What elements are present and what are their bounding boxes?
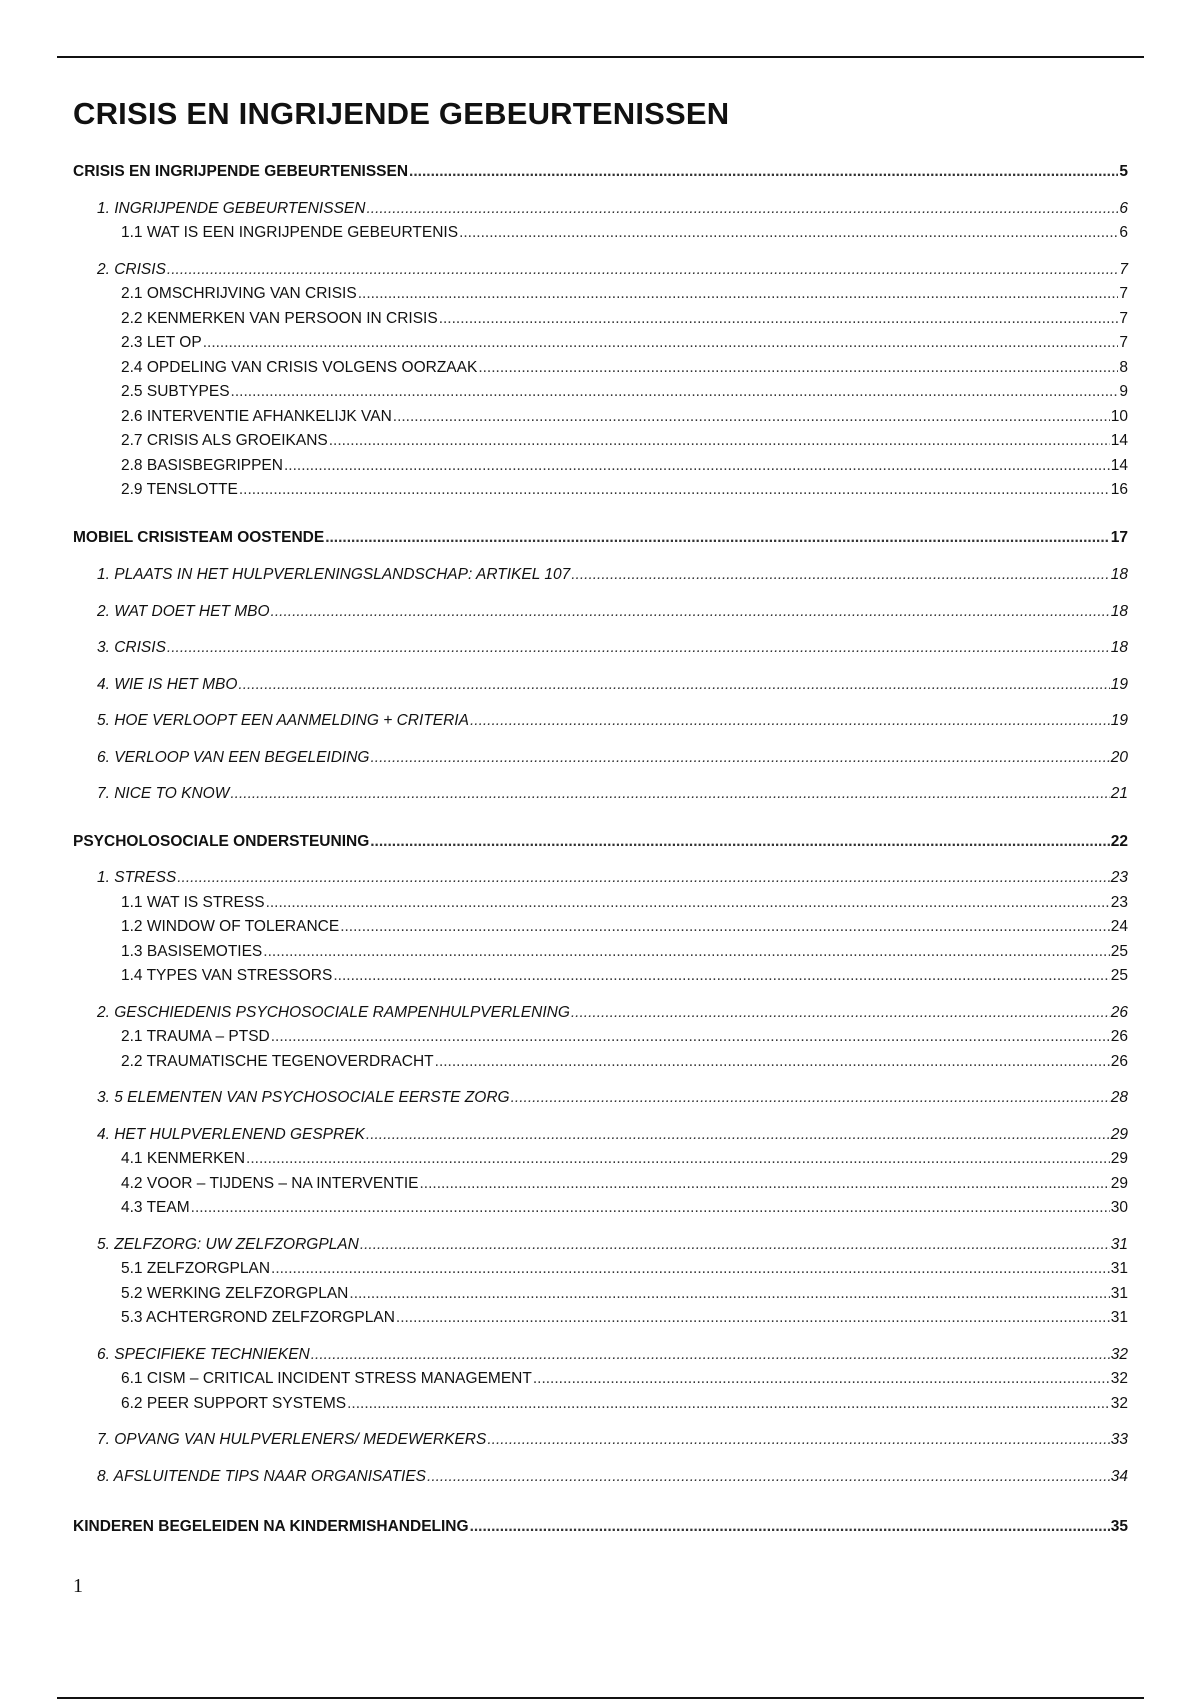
toc-subsection[interactable]: [73, 1306, 1128, 1331]
toc-chapter[interactable]: [73, 709, 1128, 734]
toc-entry-page: 32: [1110, 1394, 1128, 1412]
top-rule: [57, 56, 1144, 58]
toc-entry-label: 2.7 CRISIS ALS GROEIKANS: [121, 432, 328, 449]
toc-entry-page: 31: [1110, 1309, 1128, 1326]
toc-subsection[interactable]: [73, 891, 1128, 916]
toc-dot-leader: [238, 673, 1109, 698]
toc-entry-label: 6.1 CISM – CRITICAL INCIDENT STRESS MANAGEMENT: [121, 1370, 532, 1387]
toc-entry-page: 16: [1110, 481, 1128, 498]
toc-subsection[interactable]: [73, 940, 1128, 965]
toc-dot-leader: [487, 1428, 1109, 1453]
toc-dot-leader: [230, 782, 1109, 807]
toc-entry-page: 10: [1110, 407, 1128, 425]
toc-entry-label: 5. HOE VERLOOPT EEN AANMELDING + CRITERIA: [97, 712, 469, 729]
toc-dot-leader: [246, 1147, 1110, 1172]
toc-subsection[interactable]: [73, 282, 1128, 307]
toc-entry-label: 7. OPVANG VAN HULPVERLENERS/ MEDEWERKERS: [97, 1431, 487, 1448]
toc-entry-label: 1. INGRIJPENDE GEBEURTENISSEN: [97, 199, 366, 217]
toc-entry-label: 1.4 TYPES VAN STRESSORS: [121, 967, 333, 984]
toc-entry-page: 22: [1110, 832, 1128, 850]
toc-entry-page: 6: [1119, 224, 1128, 241]
page-number: 1: [73, 1575, 83, 1597]
toc-entry-label: 2.6 INTERVENTIE AFHANKELIJK VAN: [121, 407, 392, 425]
toc-dot-leader: [191, 1196, 1110, 1221]
toc-entry-label: 4.3 TEAM: [121, 1199, 190, 1216]
toc-dot-leader: [167, 258, 1118, 283]
toc-entry-page: 34: [1110, 1467, 1128, 1485]
toc-chapter[interactable]: [73, 197, 1128, 222]
toc-chapter[interactable]: [73, 600, 1128, 625]
toc-dot-leader: [239, 478, 1110, 503]
toc-entry-label: MOBIEL CRISISTEAM OOSTENDE: [73, 528, 325, 546]
toc-subsection[interactable]: [73, 1147, 1128, 1172]
toc-entry-label: CRISIS EN INGRIJPENDE GEBEURTENISSEN: [73, 163, 409, 180]
toc-entry-label: 4. HET HULPVERLENEND GESPREK: [97, 1125, 365, 1143]
toc-entry-label: 3. CRISIS: [97, 639, 166, 656]
toc-entry-label: 2.8 BASISBEGRIPPEN: [121, 456, 283, 474]
toc-subsection[interactable]: [73, 1172, 1128, 1197]
toc-dot-leader: [571, 1001, 1110, 1026]
toc-entry-label: KINDEREN BEGELEIDEN NA KINDERMISHANDELING: [73, 1518, 469, 1535]
toc-dot-leader: [371, 746, 1110, 771]
toc-dot-leader: [271, 1257, 1110, 1282]
toc-entry-label: PSYCHOLOSOCIALE ONDERSTEUNING: [73, 832, 370, 850]
toc-subsection[interactable]: [73, 307, 1128, 332]
toc-chapter[interactable]: [73, 563, 1128, 588]
toc-dot-leader: [271, 600, 1110, 625]
toc-entry-page: 32: [1110, 1370, 1128, 1387]
toc-entry-label: 2.1 OMSCHRIJVING VAN CRISIS: [121, 285, 357, 302]
toc-dot-leader: [284, 454, 1110, 479]
toc-subsection[interactable]: [73, 356, 1128, 381]
toc-entry-label: 3. 5 ELEMENTEN VAN PSYCHOSOCIALE EERSTE ZORG: [97, 1089, 510, 1106]
toc-heading[interactable]: [73, 830, 1128, 855]
toc-dot-leader: [459, 221, 1118, 246]
toc-entry-page: 20: [1110, 748, 1128, 766]
table-of-contents: [73, 160, 1128, 1540]
toc-entry-label: 2.1 TRAUMA – PTSD: [121, 1028, 270, 1045]
toc-entry-label: 2. CRISIS: [97, 260, 166, 278]
toc-entry-page: 23: [1110, 869, 1128, 886]
toc-subsection[interactable]: [73, 1050, 1128, 1075]
toc-entry-label: 2. GESCHIEDENIS PSYCHOSOCIALE RAMPENHULPVERLENING: [97, 1003, 570, 1021]
toc-chapter[interactable]: [73, 746, 1128, 771]
toc-subsection[interactable]: [73, 331, 1128, 356]
toc-entry-label: 1. PLAATS IN HET HULPVERLENINGSLANDSCHAP: ARTIKEL 107: [97, 566, 571, 583]
toc-dot-leader: [266, 891, 1110, 916]
toc-entry-label: 4. WIE IS HET MBO: [97, 675, 238, 693]
toc-subsection[interactable]: [73, 1282, 1128, 1307]
toc-entry-label: 2.9 TENSLOTTE: [121, 481, 238, 498]
toc-dot-leader: [325, 526, 1110, 551]
toc-dot-leader: [419, 1172, 1109, 1197]
toc-dot-leader: [177, 866, 1110, 891]
toc-dot-leader: [358, 282, 1119, 307]
toc-chapter[interactable]: [73, 636, 1128, 661]
toc-chapter[interactable]: [73, 258, 1128, 283]
toc-dot-leader: [435, 1050, 1110, 1075]
document-title: CRISIS EN INGRIJENDE GEBEURTENISSEN: [73, 96, 730, 131]
toc-subsection[interactable]: [73, 380, 1128, 405]
toc-dot-leader: [393, 405, 1110, 430]
toc-entry-label: 7. NICE TO KNOW: [97, 785, 230, 802]
toc-dot-leader: [333, 964, 1109, 989]
toc-entry-page: 18: [1110, 602, 1128, 620]
toc-dot-leader: [511, 1086, 1110, 1111]
toc-entry-page: 26: [1110, 1003, 1128, 1021]
toc-heading[interactable]: [73, 160, 1128, 185]
toc-entry-page: 8: [1119, 358, 1128, 376]
toc-chapter[interactable]: [73, 1233, 1128, 1258]
toc-subsection[interactable]: [73, 964, 1128, 989]
toc-entry-page: 25: [1110, 967, 1128, 984]
toc-entry-label: 2.5 SUBTYPES: [121, 383, 230, 400]
toc-subsection[interactable]: [73, 1257, 1128, 1282]
toc-dot-leader: [409, 160, 1118, 185]
toc-dot-leader: [231, 380, 1119, 405]
toc-dot-leader: [366, 197, 1118, 222]
toc-entry-page: 14: [1110, 432, 1128, 449]
toc-entry-label: 1.1 WAT IS EEN INGRIJPENDE GEBEURTENIS: [121, 224, 459, 241]
toc-subsection[interactable]: [73, 429, 1128, 454]
toc-subsection[interactable]: [73, 915, 1128, 940]
toc-subsection[interactable]: [73, 405, 1128, 430]
toc-entry-page: 31: [1110, 1260, 1128, 1277]
toc-entry-page: 23: [1110, 893, 1128, 911]
toc-entry-page: 29: [1110, 1174, 1128, 1192]
toc-entry-label: 2. WAT DOET HET MBO: [97, 602, 270, 620]
toc-entry-page: 32: [1110, 1345, 1128, 1363]
toc-subsection[interactable]: [73, 1196, 1128, 1221]
toc-entry-label: 1.1 WAT IS STRESS: [121, 893, 265, 911]
toc-dot-leader: [470, 1515, 1110, 1540]
toc-entry-page: 29: [1110, 1125, 1128, 1143]
toc-dot-leader: [533, 1367, 1110, 1392]
toc-entry-label: 5.3 ACHTERGROND ZELFZORGPLAN: [121, 1309, 395, 1326]
toc-chapter[interactable]: [73, 866, 1128, 891]
toc-subsection[interactable]: [73, 478, 1128, 503]
toc-dot-leader: [396, 1306, 1110, 1331]
toc-entry-page: 26: [1110, 1028, 1128, 1045]
toc-entry-page: 29: [1110, 1150, 1128, 1167]
toc-entry-label: 2.2 KENMERKEN VAN PERSOON IN CRISIS: [121, 309, 438, 327]
toc-entry-label: 1.3 BASISEMOTIES: [121, 942, 263, 960]
toc-dot-leader: [439, 307, 1119, 332]
toc-entry-label: 2.2 TRAUMATISCHE TEGENOVERDRACHT: [121, 1052, 434, 1070]
toc-chapter[interactable]: [73, 1001, 1128, 1026]
toc-chapter[interactable]: [73, 1465, 1128, 1490]
toc-entry-page: 19: [1110, 712, 1128, 729]
toc-entry-page: 18: [1110, 566, 1128, 583]
toc-entry-label: 1. STRESS: [97, 869, 177, 886]
toc-entry-label: 2.4 OPDELING VAN CRISIS VOLGENS OORZAAK: [121, 358, 478, 376]
toc-subsection[interactable]: [73, 1025, 1128, 1050]
toc-entry-page: 7: [1119, 260, 1128, 278]
toc-dot-leader: [263, 940, 1109, 965]
toc-subsection[interactable]: [73, 221, 1128, 246]
toc-chapter[interactable]: [73, 1086, 1128, 1111]
toc-dot-leader: [311, 1343, 1110, 1368]
toc-entry-label: 5.1 ZELFZORGPLAN: [121, 1260, 271, 1277]
toc-entry-page: 28: [1110, 1089, 1128, 1106]
toc-entry-page: 31: [1110, 1284, 1128, 1302]
toc-entry-page: 33: [1110, 1431, 1128, 1448]
toc-dot-leader: [366, 1123, 1110, 1148]
toc-dot-leader: [571, 563, 1110, 588]
toc-entry-label: 6. SPECIFIEKE TECHNIEKEN: [97, 1345, 310, 1363]
toc-dot-leader: [370, 830, 1110, 855]
toc-entry-page: 31: [1110, 1235, 1128, 1253]
toc-entry-label: 4.2 VOOR – TIJDENS – NA INTERVENTIE: [121, 1174, 419, 1192]
toc-entry-page: 7: [1119, 309, 1128, 327]
toc-heading[interactable]: [73, 526, 1128, 551]
toc-entry-page: 9: [1119, 383, 1128, 400]
toc-subsection[interactable]: [73, 454, 1128, 479]
toc-dot-leader: [349, 1282, 1109, 1307]
toc-entry-page: 24: [1110, 918, 1128, 935]
toc-subsection[interactable]: [73, 1367, 1128, 1392]
toc-chapter[interactable]: [73, 1428, 1128, 1453]
toc-chapter[interactable]: [73, 673, 1128, 698]
toc-chapter[interactable]: [73, 1123, 1128, 1148]
toc-dot-leader: [427, 1465, 1110, 1490]
toc-dot-leader: [478, 356, 1118, 381]
toc-entry-label: 4.1 KENMERKEN: [121, 1150, 246, 1167]
toc-dot-leader: [360, 1233, 1110, 1258]
toc-entry-label: 8. AFSLUITENDE TIPS NAAR ORGANISATIES: [97, 1467, 427, 1485]
toc-dot-leader: [329, 429, 1110, 454]
toc-entry-label: 2.3 LET OP: [121, 334, 202, 351]
toc-entry-page: 7: [1119, 285, 1128, 302]
toc-entry-page: 21: [1110, 785, 1128, 802]
toc-entry-page: 18: [1110, 639, 1128, 656]
toc-chapter[interactable]: [73, 782, 1128, 807]
toc-entry-page: 14: [1110, 456, 1128, 474]
bottom-rule: [57, 1697, 1144, 1699]
toc-chapter[interactable]: [73, 1343, 1128, 1368]
toc-dot-leader: [167, 636, 1110, 661]
toc-dot-leader: [340, 915, 1110, 940]
toc-heading[interactable]: [73, 1515, 1128, 1540]
toc-entry-label: 1.2 WINDOW OF TOLERANCE: [121, 918, 340, 935]
toc-entry-page: 19: [1110, 675, 1128, 693]
toc-entry-page: 5: [1119, 163, 1128, 180]
toc-entry-page: 35: [1110, 1518, 1128, 1535]
toc-entry-label: 5. ZELFZORG: UW ZELFZORGPLAN: [97, 1235, 359, 1253]
toc-entry-label: 6.2 PEER SUPPORT SYSTEMS: [121, 1394, 347, 1412]
toc-entry-page: 25: [1110, 942, 1128, 960]
toc-entry-label: 5.2 WERKING ZELFZORGPLAN: [121, 1284, 349, 1302]
toc-dot-leader: [347, 1392, 1110, 1417]
toc-entry-page: 26: [1110, 1052, 1128, 1070]
toc-dot-leader: [203, 331, 1119, 356]
toc-dot-leader: [271, 1025, 1110, 1050]
toc-entry-page: 7: [1119, 334, 1128, 351]
toc-subsection[interactable]: [73, 1392, 1128, 1417]
toc-entry-page: 6: [1119, 199, 1128, 217]
toc-entry-label: 6. VERLOOP VAN EEN BEGELEIDING: [97, 748, 370, 766]
toc-entry-page: 30: [1110, 1199, 1128, 1216]
toc-entry-page: 17: [1110, 528, 1128, 546]
toc-dot-leader: [470, 709, 1110, 734]
